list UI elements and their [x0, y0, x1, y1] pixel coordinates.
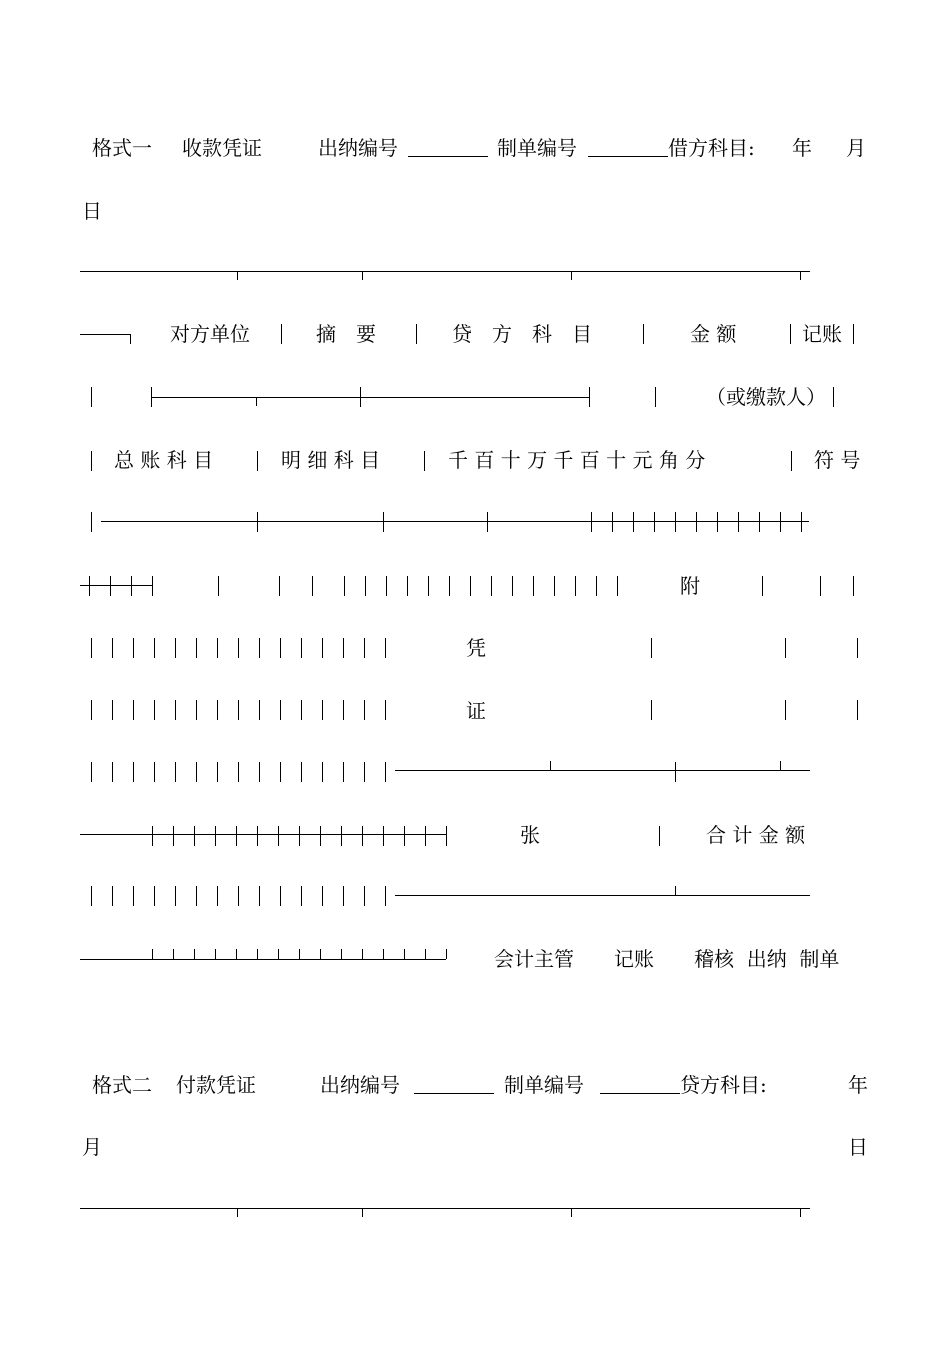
table-bar	[425, 826, 426, 846]
table-top-rule	[80, 1208, 810, 1209]
table-bar	[853, 576, 854, 596]
table-bar	[257, 451, 258, 471]
table-bar	[154, 700, 155, 720]
table-bar	[280, 638, 281, 658]
table-bar	[278, 949, 279, 959]
table-bar	[833, 387, 834, 407]
table-bar	[196, 638, 197, 658]
payer-note: （或缴款人）	[706, 385, 826, 409]
table-bar	[175, 762, 176, 782]
table-top-rule	[80, 271, 810, 272]
table-bar	[218, 576, 219, 596]
table-bar	[344, 576, 345, 596]
table-bar	[175, 886, 176, 906]
table-bar	[404, 949, 405, 959]
format1-year: 年	[792, 136, 812, 160]
table-bar	[236, 949, 237, 959]
table-bar	[385, 700, 386, 720]
row-rule	[101, 521, 809, 522]
table-bar	[655, 387, 656, 407]
table-bar	[89, 576, 90, 596]
table-bar	[133, 762, 134, 782]
table-bar	[259, 886, 260, 906]
table-bar	[612, 512, 613, 532]
table-bar	[343, 700, 344, 720]
rule-tick	[362, 271, 363, 280]
format2-voucher-no-field[interactable]	[600, 1073, 680, 1094]
table-bar	[791, 451, 792, 471]
table-bar	[362, 826, 363, 846]
table-bar	[383, 949, 384, 959]
table-bar	[91, 886, 92, 906]
format2-voucher-no-label: 制单编号	[504, 1073, 584, 1097]
table-bar	[320, 949, 321, 959]
table-bar	[446, 949, 447, 959]
table-bar	[257, 512, 258, 532]
attach-char-4: 张	[520, 823, 540, 847]
table-bar	[215, 826, 216, 846]
table-bar	[633, 512, 634, 532]
table-bar	[675, 762, 676, 782]
table-bar	[280, 700, 281, 720]
col-amount: 金 额	[690, 322, 737, 346]
rule-tick	[237, 1208, 238, 1217]
table-bar	[154, 638, 155, 658]
row-rule	[80, 334, 130, 335]
table-bar	[651, 700, 652, 720]
rule-tick	[237, 271, 238, 280]
format2-month: 月	[82, 1135, 102, 1159]
format2-cashier-no-label: 出纳编号	[320, 1073, 400, 1097]
table-bar	[487, 512, 488, 532]
table-bar	[91, 451, 92, 471]
rule-tick	[362, 1208, 363, 1217]
rule-tick	[550, 761, 551, 770]
rule-tick	[571, 271, 572, 280]
signature-line: 会计主管 记账 稽核 出纳 制单	[494, 947, 840, 971]
table-bar	[533, 576, 534, 596]
table-bar	[312, 576, 313, 596]
col-mark: 符 号	[814, 448, 861, 472]
table-bar	[343, 762, 344, 782]
format2-year: 年	[848, 1073, 868, 1097]
table-bar	[238, 700, 239, 720]
table-bar	[217, 638, 218, 658]
table-bar	[785, 700, 786, 720]
table-bar	[110, 576, 111, 596]
table-bar	[215, 949, 216, 959]
col-counterparty: 对方单位	[170, 322, 250, 346]
table-bar	[643, 324, 644, 344]
table-bar	[428, 576, 429, 596]
table-bar	[175, 638, 176, 658]
table-bar	[425, 949, 426, 959]
rule-tick	[675, 886, 676, 895]
table-bar	[259, 700, 260, 720]
table-bar	[341, 949, 342, 959]
table-bar	[780, 512, 781, 532]
table-bar	[238, 638, 239, 658]
table-bar	[173, 826, 174, 846]
table-bar	[424, 451, 425, 471]
table-bar	[301, 638, 302, 658]
table-bar	[152, 826, 153, 846]
table-bar	[131, 576, 132, 596]
table-bar	[217, 886, 218, 906]
table-bar	[238, 886, 239, 906]
table-bar	[152, 949, 153, 959]
table-bar	[857, 700, 858, 720]
rule-tick	[256, 397, 257, 406]
table-bar	[343, 886, 344, 906]
table-bar	[385, 886, 386, 906]
table-bar	[194, 826, 195, 846]
format2-account-label: 贷方科目:	[680, 1073, 767, 1097]
table-bar	[299, 826, 300, 846]
table-bar	[91, 512, 92, 532]
table-bar	[364, 762, 365, 782]
table-bar	[651, 638, 652, 658]
col-posting: 记账	[802, 322, 842, 346]
table-bar	[385, 638, 386, 658]
format2-heading: 格式二	[92, 1073, 152, 1097]
table-bar	[364, 700, 365, 720]
format1-cashier-no-label: 出纳编号	[318, 136, 398, 160]
table-bar	[416, 324, 417, 344]
table-bar	[762, 576, 763, 596]
table-bar	[591, 512, 592, 532]
table-bar	[785, 638, 786, 658]
table-bar	[759, 512, 760, 532]
format2-title: 付款凭证	[176, 1073, 256, 1097]
table-bar	[196, 762, 197, 782]
table-bar	[383, 826, 384, 846]
table-bar	[589, 387, 590, 407]
attach-char-1: 附	[680, 574, 700, 598]
col-credit-account: 贷 方 科 目	[452, 322, 592, 346]
row-rule	[80, 834, 446, 835]
table-bar	[112, 762, 113, 782]
table-bar	[217, 762, 218, 782]
table-bar	[173, 949, 174, 959]
table-bar	[281, 324, 282, 344]
table-bar	[154, 762, 155, 782]
table-bar	[385, 762, 386, 782]
col-summary: 摘 要	[316, 322, 376, 346]
table-bar	[301, 700, 302, 720]
table-bar	[91, 762, 92, 782]
format1-title: 收款凭证	[182, 136, 262, 160]
table-bar	[301, 762, 302, 782]
table-bar	[238, 762, 239, 782]
table-bar	[322, 638, 323, 658]
col-detail: 明 细 科 目	[281, 448, 381, 472]
table-bar	[386, 576, 387, 596]
table-bar	[236, 826, 237, 846]
col-general-ledger: 总 账 科 目	[114, 448, 214, 472]
row-rule	[395, 895, 810, 896]
table-bar	[257, 826, 258, 846]
table-bar	[196, 700, 197, 720]
table-bar	[257, 949, 258, 959]
table-bar	[446, 826, 447, 846]
table-bar	[112, 886, 113, 906]
table-bar	[130, 334, 131, 344]
format1-day: 日	[82, 199, 102, 223]
row-rule	[151, 397, 589, 398]
table-bar	[575, 576, 576, 596]
table-bar	[112, 638, 113, 658]
table-bar	[654, 512, 655, 532]
table-bar	[360, 387, 361, 407]
table-bar	[278, 826, 279, 846]
table-bar	[675, 512, 676, 532]
format1-voucher-no-label: 制单编号	[497, 136, 577, 160]
table-bar	[280, 886, 281, 906]
table-bar	[554, 576, 555, 596]
table-bar	[659, 826, 660, 846]
table-bar	[112, 700, 113, 720]
format1-heading: 格式一	[92, 136, 152, 160]
table-bar	[343, 638, 344, 658]
amount-units: 千 百 十 万 千 百 十 元 角 分	[448, 448, 706, 472]
table-bar	[696, 512, 697, 532]
table-bar	[133, 700, 134, 720]
row-rule	[395, 770, 810, 771]
table-bar	[133, 886, 134, 906]
table-bar	[362, 949, 363, 959]
table-bar	[801, 512, 802, 532]
table-bar	[364, 886, 365, 906]
table-bar	[322, 762, 323, 782]
table-bar	[91, 700, 92, 720]
table-bar	[217, 700, 218, 720]
total-amount-label: 合 计 金 额	[706, 823, 806, 847]
table-bar	[154, 886, 155, 906]
format2-cashier-no-field[interactable]	[414, 1073, 494, 1094]
table-bar	[322, 700, 323, 720]
table-bar	[853, 324, 854, 344]
table-bar	[320, 826, 321, 846]
format1-month: 月	[846, 136, 866, 160]
table-bar	[449, 576, 450, 596]
rule-tick	[571, 1208, 572, 1217]
attach-char-3: 证	[466, 699, 486, 723]
rule-tick	[800, 1208, 801, 1217]
table-bar	[280, 762, 281, 782]
table-bar	[512, 576, 513, 596]
table-bar	[857, 638, 858, 658]
format2-day: 日	[848, 1135, 868, 1159]
table-bar	[279, 576, 280, 596]
attach-char-2: 凭	[466, 636, 486, 660]
table-bottom-rule	[80, 959, 446, 960]
table-bar	[175, 700, 176, 720]
table-bar	[407, 576, 408, 596]
table-bar	[738, 512, 739, 532]
table-bar	[470, 576, 471, 596]
table-bar	[365, 576, 366, 596]
table-bar	[301, 886, 302, 906]
table-bar	[322, 886, 323, 906]
table-bar	[341, 826, 342, 846]
rule-tick	[800, 271, 801, 280]
table-bar	[364, 638, 365, 658]
row-rule	[80, 585, 152, 586]
table-bar	[91, 387, 92, 407]
table-bar	[152, 576, 153, 596]
table-bar	[491, 576, 492, 596]
table-bar	[91, 638, 92, 658]
table-bar	[617, 576, 618, 596]
table-bar	[259, 762, 260, 782]
rule-tick	[780, 761, 781, 770]
table-bar	[196, 886, 197, 906]
table-bar	[194, 949, 195, 959]
table-bar	[790, 324, 791, 344]
format1-voucher-no-field[interactable]	[588, 136, 668, 157]
table-bar	[383, 512, 384, 532]
table-bar	[404, 826, 405, 846]
table-bar	[820, 576, 821, 596]
table-bar	[717, 512, 718, 532]
format1-account-label: 借方科目:	[668, 136, 755, 160]
table-bar	[299, 949, 300, 959]
table-bar	[259, 638, 260, 658]
table-bar	[133, 638, 134, 658]
format1-cashier-no-field[interactable]	[408, 136, 488, 157]
table-bar	[596, 576, 597, 596]
